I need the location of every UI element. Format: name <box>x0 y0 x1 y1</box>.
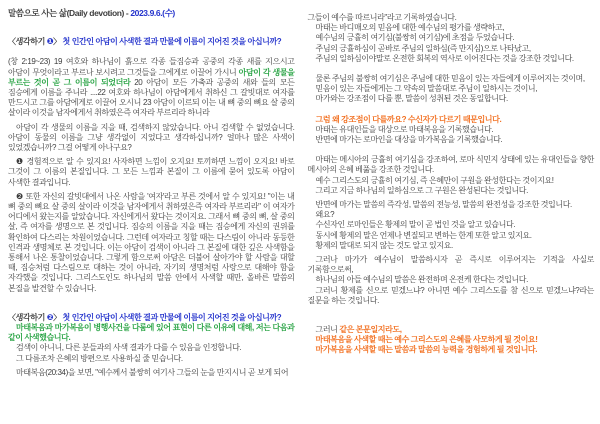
body-paragraph <box>8 368 295 378</box>
text-run: 같은 본문일지라도, <box>339 325 402 335</box>
text-run: 아담이 각 생물을 부르는 것이 곧 그 이름이 되었더라 <box>8 67 295 87</box>
text-run: 황제의 말대로 되지 않는 것도 알고 있지요. <box>315 240 453 250</box>
body-line <box>308 241 595 251</box>
orange-conclusion-line <box>308 325 595 335</box>
right-column <box>308 8 595 418</box>
text-run: 마태는 바디매오의 믿음에 대한 예수님의 평가를 생략하고, <box>315 23 505 33</box>
text-run: 예수 그리스도의 긍휼히 여기심, 즉 은혜만이 구원을 완성한다는 것이지요! <box>315 175 554 185</box>
body-line <box>308 23 595 33</box>
body-line <box>308 94 595 104</box>
body-line <box>8 354 295 364</box>
text-run: 그 다름조차 은혜의 방편으로 사용하실 줄 믿습니다. <box>16 353 183 363</box>
body-paragraph <box>8 123 295 154</box>
text-run: 〈생각하기 <box>8 37 47 47</box>
body-line <box>308 84 595 94</box>
text-run: 동시에 황제의 말은 언제나 변질되고 변하는 한계 또한 알고 있지요. <box>315 230 532 240</box>
text-run: 〈생각하기 <box>8 312 47 322</box>
body-paragraph <box>308 286 595 306</box>
text-run: 마태는 메시아의 긍휼히 여기심을 강조하여, 로마 식민지 상태에 있는 유대인들을 향한 메시아의 은혜 베풂을 강조한 것입니다. <box>307 155 594 175</box>
text-run: 마태는 유대인들을 대상으로 마태복음을 기록했습니다. <box>315 124 494 134</box>
text-run: ❷ 또한 자신의 갈빗대에서 나온 사람을 '여자'라고 부른 것에서 알 수 있지요! "이는 내 뼈 중의 뼈요 살 중의 살이라 이것을 남자에게서 취하였은즉 여자라 부르리라" 이 여자가 어디에서 왔는지를 알았습니다. 자신에게서 왔다는 것이지요. 그래서 뼈 중의 뼈, 살 중의 살, 즉 여자를 생명으로 본 것입니다. 짐승의 이름을 지을 때는 짐승에게 자신의 권위를 확인하여 다스리는 차원이었습니다. 그런데 여자라고 칭할 때는 다스림이 아니라 동등한 인격과 생명체로 본 것입니다. 이는 아담이 검색이 아니라 그 본질에 대한 깊은 사색함을 통해서 나온 통찰이었습니다. 그렇게 함으로써 아담은 더불어 살아가야 할 사람을 대할 때, 짐승처럼 다스림으로 대하는 것이 아니라, 자기의 생명처럼 사랑으로 대해야 함을 자각했을 것입니다. 그리스도인도 하나님의 말씀 안에서 사색할 때만, 올바른 말씀의 본질을 발견할 수 있습니다. <box>8 191 295 293</box>
text-run: 왜요? <box>315 210 335 220</box>
text-run: 그러나 마가가 예수님이 말씀하시자 곧 즉시로 이루어지는 기적을 사실로 기록함으로써, <box>307 255 594 275</box>
text-run: 하나님의 아들 예수님의 말씀은 완전하며 온전케 한다는 것입니다. <box>315 275 528 285</box>
body-paragraph-point-1 <box>8 157 295 188</box>
body-line <box>308 13 595 23</box>
text-run: ❶ 경험적으로 알 수 있지요! 사자하면 느낌이 오지요! 토끼하면 느낌이 오지요! 바로 그것이 그 이름의 본질입니다. 그 모든 느낌과 본질이 그 이름에 묻어 있도록 아담이 사색한 결과입니다. <box>8 157 295 187</box>
text-run: 반면에 마가는 말씀의 즉각성, 말씀의 전능성, 말씀의 완전성을 강조한 것입니다. <box>315 200 572 210</box>
body-line <box>308 74 595 84</box>
body-line <box>308 210 595 220</box>
left-column <box>8 8 295 418</box>
orange-conclusion-line <box>308 345 595 355</box>
scripture-quote <box>8 57 295 118</box>
text-run: 믿음이 있는 자들에게는 그 약속의 말씀대로 주님이 일하시는 것이니, <box>315 84 538 94</box>
left-column-body <box>8 37 295 378</box>
text-run: ❶ <box>46 37 54 47</box>
text-run: 반면에 마가는 로마인을 대상을 마가복음을 기록했습니다. <box>315 135 503 145</box>
text-run: 그들이 예수를 따르니라"라고 기록하였습니다. <box>307 13 457 22</box>
text-run: 마가복음을 사색할 때는 말씀과 말씀의 능력을 경험하게 될 것입니다. <box>315 345 538 355</box>
body-line <box>308 44 595 54</box>
body-line <box>308 231 595 241</box>
text-run: 주님의 일하심이야말로 온전한 회복의 역사로 이어진다는 것을 강조한 것입니다. <box>315 53 574 63</box>
document-title <box>8 8 295 18</box>
title-text: 말씀으로 사는 삶(Daily devotion) - <box>8 8 131 18</box>
body-paragraph <box>308 255 595 275</box>
text-run: 예수님의 긍휼히 여기심(불쌍히 여기심)에 초점을 두었습니다. <box>315 33 515 43</box>
body-line <box>308 220 595 230</box>
body-line <box>308 186 595 196</box>
orange-emphasis-heading <box>308 115 595 125</box>
green-emphasis-paragraph <box>8 323 295 343</box>
body-line <box>308 176 595 186</box>
section-heading-1 <box>8 37 295 47</box>
text-run: 마태복음(20:34)을 보면, "예수께서 불쌍히 여기사 그들의 눈을 만지시니 곧 보게 되어 <box>16 367 289 377</box>
body-line <box>308 135 595 145</box>
body-line <box>8 343 295 353</box>
text-run: 아담이 각 생물의 이름을 지을 때, 검색하지 않았습니다. 아니 검색할 수 없었습니다. 아담이 동물의 이름을 그냥 생각없이 지었다고 생각하십니까? 얼마나 많은 사색이 있었겠습니까? 그걸 어떻게 아나구요? <box>8 122 295 153</box>
text-run: 그러니 황제를 신으로 믿겠느냐? 아니면 예수 그리스도를 참 신으로 믿겠느냐?라는 질문을 하는 것입니다. <box>307 285 594 305</box>
body-line <box>308 275 595 285</box>
text-run: 주님의 긍휼하심이 곧바로 주님의 일하심(즉 만지심)으로 나타났고, <box>315 43 531 53</box>
text-run: 수신자인 로마인들은 황제의 말이 곧 법인 것을 알고 있습니다. <box>315 220 516 230</box>
text-run: 마태복음을 사색할 때는 예수 그리스도의 은혜를 사모하게 될 것이요! <box>315 335 538 345</box>
text-run: 물론 주님의 불쌍히 여기심은 주님에 대한 믿음이 있는 자들에게 이루어지는 것이며, <box>315 74 585 84</box>
body-line <box>308 33 595 43</box>
body-paragraph-point-2 <box>8 192 295 294</box>
body-line <box>308 54 595 64</box>
orange-conclusion-line <box>308 335 595 345</box>
text-run: 20 아담이 모든 가축과 공중의 새와 들의 모든 짐승에게 이름을 주니라 ....22 여호와 하나님이 아담에게서 취하신 그 갈빗대로 여자를 만드시고 그를 아담에게로 이끌어 오시니 23 아담이 이르되 이는 내 뼈 중의 뼈요 살 중의 살이라 이것을 남자에게서 취하였은즉 여자라 부르리라 하니라 <box>8 77 295 118</box>
text-run: 〉 <box>53 312 63 322</box>
text-run: 마가와는 강조점이 다를 뿐, 말씀이 성취된 것은 동일합니다. <box>315 94 508 104</box>
text-run: 그럼 왜 강조점이 다를까요? 수신자가 다르기 때문입니다. <box>315 114 502 124</box>
body-line <box>308 200 595 210</box>
title-date: 2023.9.6.(수) <box>130 8 175 18</box>
text-run: 〉 <box>53 37 63 47</box>
section-heading-2 <box>8 313 295 323</box>
text-run: 첫 인간인 아담이 사색한 결과 만물에 이름이 지어진 것을 아십니까? <box>62 312 282 322</box>
body-line <box>308 125 595 135</box>
text-run: (창 2:19~23) 19 여호와 하나님이 흙으로 각종 들짐승과 공중의 각종 새를 지으시고 아담이 무엇이라고 부르나 보시려고 그것들을 그에게로 이끌어 가시니 <box>8 57 295 77</box>
text-run: 첫 인간인 아담이 사색한 결과 만물에 이름이 지어진 것을 아십니까? <box>62 37 282 47</box>
text-run: 그러니 <box>315 325 340 335</box>
right-column-body <box>308 13 595 356</box>
text-run: ❷ <box>46 312 54 322</box>
body-paragraph <box>308 155 595 175</box>
text-run: 마태복음과 마가복음이 병행사건을 다룸에 있어 표현이 다른 이유에 대해, 저는 다음과 같이 사색했습니다. <box>8 323 295 343</box>
text-run: 그리고 지금 하나님의 일하심으로 그 구원은 완성된다는 것입니다. <box>315 185 528 195</box>
text-run: 검색이 아니니, 다른 분들과의 사색 결과가 다를 수 있음을 인정합니다. <box>16 343 242 353</box>
